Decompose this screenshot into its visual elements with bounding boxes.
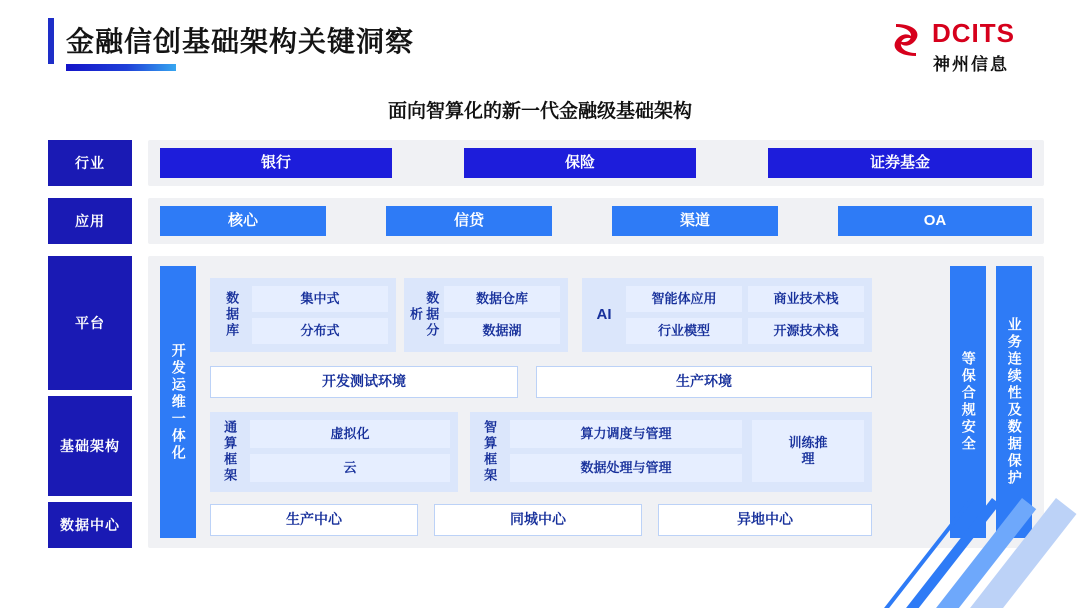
layer-label-platform: 平台 [48,256,132,390]
platform-infrastructure-panel [148,256,1044,548]
sidebar-compliance[interactable]: 等保合规安全 [950,266,986,538]
industry-item-bank[interactable]: 银行 [160,148,392,178]
analysis-group-title: 数据分析 [408,291,440,339]
general-compute-item-virtualization[interactable]: 虚拟化 [250,420,450,448]
layer-label-infrastructure: 基础架构 [48,396,132,496]
architecture-diagram [48,140,1044,570]
logo-wordmark: DCITS [932,18,1015,48]
layer-label-application: 应用 [48,198,132,244]
database-group-title: 数据库 [224,291,240,339]
general-compute-item-cloud[interactable]: 云 [250,454,450,482]
intelligent-compute-title: 智算框架 [482,420,498,484]
intelligent-compute-item-scheduling[interactable]: 算力调度与管理 [510,420,742,448]
sidebar-continuity[interactable]: 业务连续性及数据保护 [996,266,1032,538]
logo-chinese-name: 神州信息 [933,55,1009,74]
ai-item-agent-app[interactable]: 智能体应用 [626,286,742,312]
analysis-item-warehouse[interactable]: 数据仓库 [444,286,560,312]
application-panel [148,198,1044,244]
database-item-distributed[interactable]: 分布式 [252,318,388,344]
page-title: 金融信创基础架构关键洞察 [66,26,415,57]
application-item-channel[interactable]: 渠道 [612,206,778,236]
datacenter-item-production[interactable]: 生产中心 [210,504,418,536]
environment-dev-test[interactable]: 开发测试环境 [210,366,518,398]
application-item-oa[interactable]: OA [838,206,1032,236]
industry-item-securities[interactable]: 证券基金 [768,148,1032,178]
datacenter-item-remote[interactable]: 异地中心 [658,504,872,536]
general-compute-title: 通算框架 [222,420,238,484]
industry-panel [148,140,1044,186]
datacenter-item-same-city[interactable]: 同城中心 [434,504,642,536]
ai-group-title: AI [596,305,612,323]
database-item-centralized[interactable]: 集中式 [252,286,388,312]
intelligent-compute-training-inference[interactable]: 训练推理 [752,420,864,482]
intelligent-compute-item-data-processing[interactable]: 数据处理与管理 [510,454,742,482]
application-item-credit[interactable]: 信贷 [386,206,552,236]
title-underline [66,64,176,71]
environment-production[interactable]: 生产环境 [536,366,872,398]
sidebar-devops[interactable]: 开发运维一体化 [160,266,196,538]
analysis-item-lake[interactable]: 数据湖 [444,318,560,344]
ai-item-opensource-stack[interactable]: 开源技术栈 [748,318,864,344]
dcits-logo-icon [886,20,926,60]
title-accent-bar [48,18,54,64]
ai-item-industry-model[interactable]: 行业模型 [626,318,742,344]
layer-label-datacenter: 数据中心 [48,502,132,548]
diagram-title: 面向智算化的新一代金融级基础架构 [387,101,692,122]
company-logo [886,18,1046,80]
layer-label-industry: 行业 [48,140,132,186]
industry-item-insurance[interactable]: 保险 [464,148,696,178]
ai-item-commercial-stack[interactable]: 商业技术栈 [748,286,864,312]
application-item-core[interactable]: 核心 [160,206,326,236]
